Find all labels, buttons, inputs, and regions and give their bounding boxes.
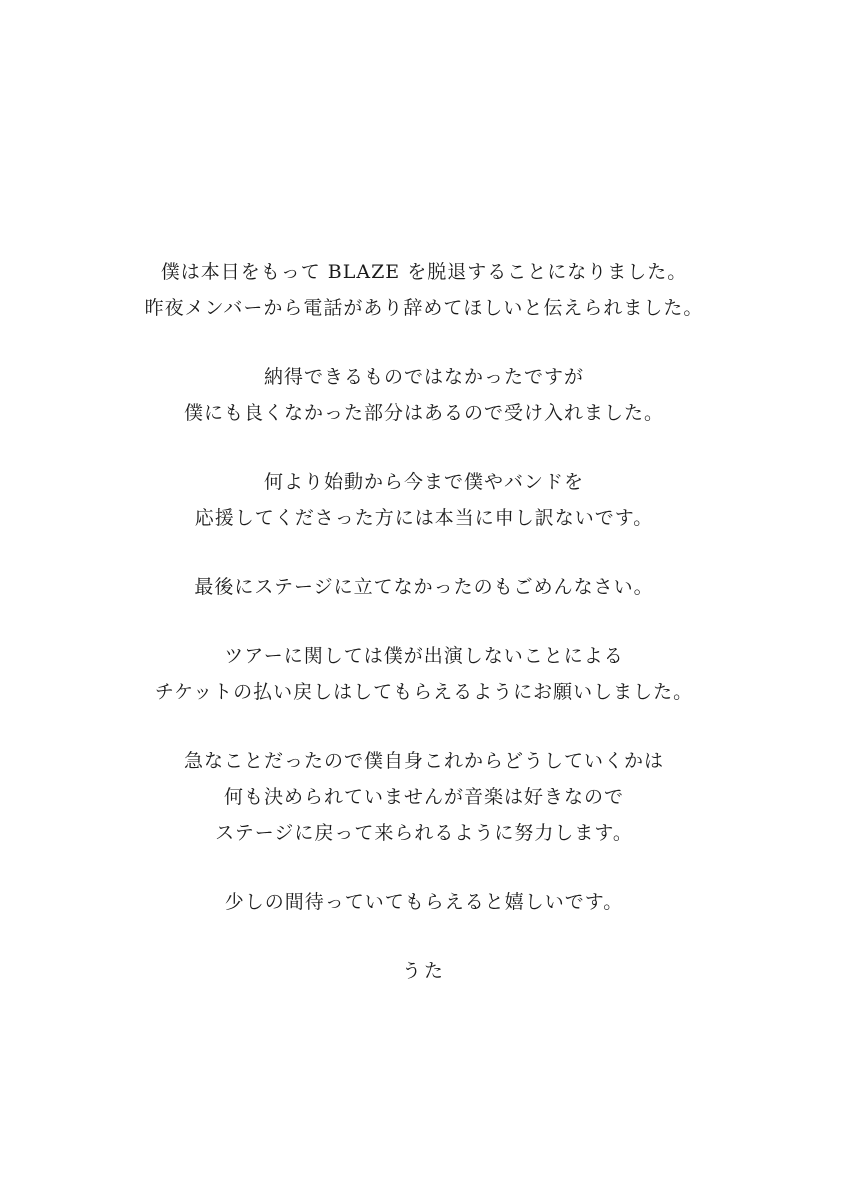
paragraph-apology-fans — [0, 464, 848, 536]
signature: うた — [401, 960, 446, 982]
statement-line: 最後にステージに立てなかったのもごめんなさい。 — [194, 576, 654, 598]
paragraph-acceptance — [0, 359, 848, 431]
paragraph-future — [0, 743, 848, 851]
statement-line: 納得できるものではなかったですが — [263, 366, 584, 388]
paragraph-closing — [0, 884, 848, 920]
statement-line: チケットの払い戻しはしてもらえるようにお願いしました。 — [154, 681, 694, 703]
statement-line: ステージに戻って来られるように努力します。 — [215, 822, 633, 844]
statement-line: 少しの間待っていてもらえると嬉しいです。 — [224, 891, 624, 913]
statement-line: 昨夜メンバーから電話があり辞めてほしいと伝えられました。 — [144, 297, 704, 319]
statement-line: 急なことだったので僕自身これからどうしていくかは — [183, 750, 664, 772]
statement-line: 僕は本日をもって BLAZE を脱退することになりました。 — [160, 261, 688, 283]
statement-line: ツアーに関しては僕が出演しないことによる — [224, 645, 624, 667]
statement-line: 何より始動から今まで僕やバンドを — [263, 471, 584, 493]
statement-line: 応援してくださった方には本当に申し訳ないです。 — [194, 507, 654, 529]
paragraph-apology-stage — [0, 569, 848, 605]
statement-line: 何も決められていませんが音楽は好きなので — [223, 786, 624, 808]
paragraph-announcement — [0, 254, 848, 326]
paragraph-tour-refund — [0, 638, 848, 710]
statement-body — [0, 254, 848, 989]
statement-line: 僕にも良くなかった部分はあるので受け入れました。 — [183, 402, 664, 424]
